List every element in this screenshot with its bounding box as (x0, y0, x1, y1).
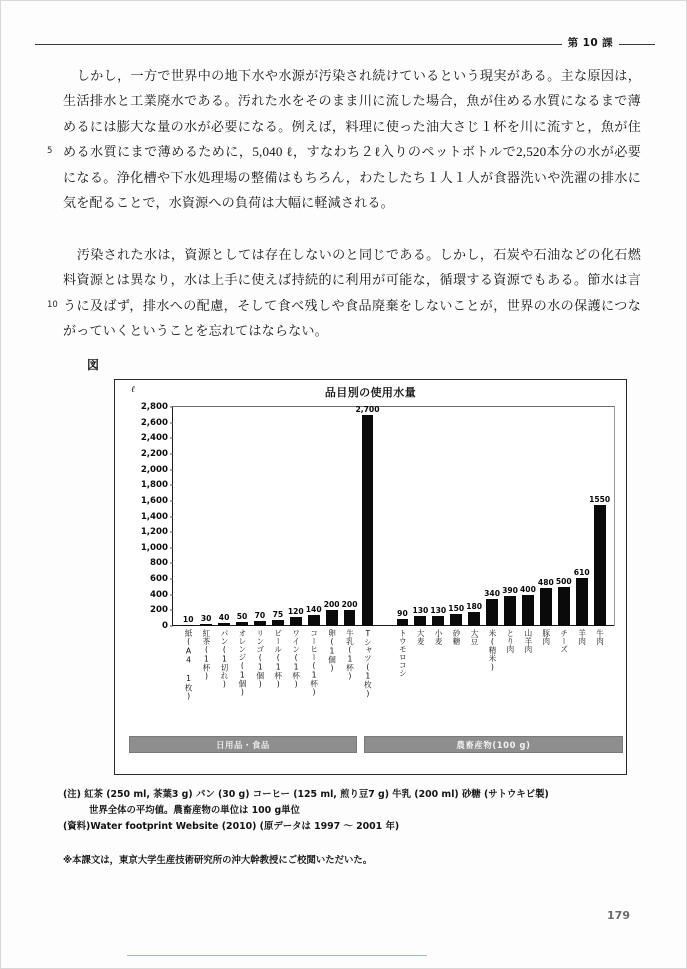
bar-value-label: 340 (484, 589, 501, 599)
chart-bar (589, 494, 611, 645)
source-note-definitions (63, 787, 663, 819)
y-axis-tick-label: 1,400 (140, 511, 168, 522)
chart-bar (305, 605, 322, 697)
y-axis-tick-label: 400 (150, 589, 168, 600)
y-axis-tick-mark (170, 532, 173, 533)
y-axis-unit: ℓ (131, 385, 135, 395)
chart-container (114, 379, 627, 775)
y-axis-tick-label: 600 (150, 574, 168, 585)
x-axis-category-label: チーズ (559, 629, 569, 653)
chart-bar (520, 584, 536, 653)
paragraph-2-text: 汚染された水は，資源としては存在しないのと同じである。しかし，石炭や石油などの化石燃料資源とは異なり，水は上手に使えば持続的に利用が可能な，循環する資源でもある。節水は言うに及ばず，排水への配慮，そして食べ残しや食品廃棄をしないことが，世界の水の保護につながっていくということを忘れてはならない。 (63, 247, 641, 339)
y-axis-tick-mark (170, 453, 173, 454)
x-axis-category-label: 牛肉 (595, 629, 605, 645)
note-line-2: 世界全体の平均値。農畜産物の単位は 100 g単位 (89, 805, 300, 816)
x-axis-category-label: ワイン(1杯) (291, 629, 301, 689)
bar-value-label: 30 (200, 613, 212, 623)
y-axis-tick-label: 0 (162, 621, 168, 631)
chart-bar (502, 585, 518, 653)
chart-plot-area (140, 402, 615, 701)
x-axis-category-label: 米(精米) (487, 629, 497, 672)
bar-value-label: 10 (182, 614, 194, 624)
x-axis-category-label: コーヒー(1杯) (309, 629, 319, 697)
y-axis-tick-mark (170, 547, 173, 548)
bar-value-label: 200 (323, 600, 340, 610)
y-axis-tick-label: 2,600 (140, 417, 168, 428)
y-axis-tick-mark (170, 438, 173, 439)
x-axis-category-label: 大豆 (470, 629, 480, 645)
bar-value-label: 150 (448, 604, 465, 614)
page-number: 179 (607, 909, 630, 922)
x-axis-category-label: 小麦 (434, 629, 444, 645)
chart-bar (218, 612, 230, 689)
y-axis-tick-mark (170, 500, 173, 501)
chart-bar (287, 606, 304, 689)
bar-value-label: 70 (254, 610, 266, 620)
bar-value-label: 140 (305, 605, 322, 615)
bar-value-label: 2,700 (355, 404, 380, 414)
chart-bar (537, 578, 554, 645)
line-number-10: 10 (47, 300, 58, 310)
x-axis-category-label: リンゴ(1個) (255, 629, 265, 689)
y-axis-tick-label: 2,000 (140, 464, 168, 475)
x-axis-category-label: トウモロコシ (398, 629, 408, 677)
chart-bar (412, 605, 429, 645)
y-axis-tick-mark (170, 610, 173, 611)
chart-bar (272, 610, 284, 689)
y-axis-tick-mark (170, 563, 173, 564)
y-axis-tick-label: 1,200 (140, 527, 168, 538)
x-axis-category-label: 砂糖 (452, 629, 462, 645)
x-axis-category-label: 卵(1個) (327, 629, 337, 673)
bar-value-label: 130 (430, 605, 447, 615)
bar-value-label: 40 (218, 612, 230, 622)
y-axis-tick-mark (170, 407, 173, 408)
chart-bar (182, 614, 194, 701)
y-axis-tick-label: 200 (150, 605, 168, 616)
chart-bar (236, 612, 248, 697)
bottom-rule (127, 955, 427, 956)
x-axis-category-label: ビール(1杯) (273, 629, 283, 689)
chart-bar (466, 601, 483, 645)
y-axis-tick-mark (170, 516, 173, 517)
chart-title: 品目別の使用水量 (324, 387, 417, 399)
source-note-reference: (資料)Water footprint Website (2010) (原データは 1997 ～ 2001 年) (63, 821, 400, 832)
bar-value-label: 390 (502, 585, 518, 595)
running-head (35, 37, 655, 51)
body-paragraph-1 (63, 63, 641, 215)
y-axis-tick-mark (170, 485, 173, 486)
y-axis-tick-label: 2,800 (140, 402, 168, 412)
x-axis-category-label: オレンジ(1個) (237, 629, 247, 697)
y-axis-tick-mark (170, 594, 173, 595)
x-axis-category-label: 紙(A4 1枚) (184, 629, 194, 701)
chart-bar (555, 576, 572, 653)
line-number-5: 5 (47, 146, 53, 156)
bar-value-label: 90 (397, 608, 408, 618)
chart-bar (484, 589, 501, 672)
chart-bar (430, 605, 447, 645)
chart-bar (254, 610, 266, 689)
bar-value-label: 610 (573, 568, 590, 578)
x-axis-category-label: とり肉 (505, 629, 515, 653)
group-band-household: 日用品・食品 (129, 736, 357, 753)
x-axis-category-label: 豚肉 (541, 629, 551, 645)
x-axis-category-label: 羊肉 (577, 629, 587, 645)
bar-value-label: 200 (341, 600, 358, 610)
chart-bar (355, 404, 380, 699)
figure-label: 図 (87, 358, 100, 372)
y-axis-tick-mark (170, 422, 173, 423)
bar-value-label: 180 (466, 601, 483, 611)
chart-bar (448, 604, 465, 645)
bar-value-label: 400 (520, 584, 536, 594)
bar-value-label: 1550 (589, 494, 611, 504)
bar-value-label: 500 (555, 576, 572, 586)
chart-bar (573, 568, 590, 645)
chart-bar (200, 613, 212, 681)
y-axis-tick-mark (170, 579, 173, 580)
chart-bar (397, 608, 409, 677)
y-axis-tick-mark (170, 469, 173, 470)
y-axis-tick-label: 800 (150, 558, 168, 569)
x-axis-category-label: パン(1切れ) (219, 629, 229, 689)
bar-value-label: 75 (272, 610, 284, 620)
paragraph-1-text: しかし，一方で世界中の地下水や水源が汚染され続けているという現実がある。主な原因は，生活排水と工業廃水である。汚れた水をそのまま川に流した場合，魚が住める水質になるまで薄めるには膨大な量の水が必要になる。例えば，料理に使った油大さじ１杯を川に流すと，魚が住める水質にまで薄めるために，5,040 ℓ，すなわち２ℓ入りのペットボトルで2,520本分の水が必要になる。浄化槽や下水処理場の整備はもちろん，わたしたち１人１人が食器洗いや洗濯の排水に気を配ることで，水資源への負荷は大幅に軽減される。 (63, 68, 641, 211)
x-axis-category-label: Tシャツ(1枚) (363, 629, 373, 699)
y-axis-tick-label: 2,200 (140, 448, 168, 459)
chart-bar (341, 600, 358, 681)
chart-bar (323, 600, 340, 673)
bar-value-label: 480 (537, 578, 554, 588)
x-axis-category-label: 大麦 (416, 629, 426, 645)
bar-value-label: 50 (236, 612, 248, 622)
x-axis-category-label: 牛乳(1杯) (345, 629, 355, 681)
group-band-agriculture: 農畜産物(100 g) (364, 736, 623, 753)
y-axis-tick-label: 2,400 (140, 433, 168, 444)
y-axis-tick-mark (170, 626, 173, 627)
bar-value-label: 120 (287, 606, 304, 616)
lesson-number: 第 10 課 (562, 35, 619, 50)
y-axis-tick-label: 1,000 (140, 542, 168, 553)
body-paragraph-2 (63, 242, 641, 344)
x-axis-category-label: 山羊肉 (523, 629, 533, 653)
acknowledgement-note: ※本課文は，東京大学生産技術研究所の沖大幹教授にご校閲いただいた。 (63, 855, 373, 866)
y-axis-tick-label: 1,800 (140, 480, 168, 491)
note-line-1: (注) 紅茶 (250 ml, 茶葉3 g) パン (30 g) コーヒー (125 ml, 煎り豆7 g) 牛乳 (200 ml) 砂糖 (サトウキビ製) (63, 789, 549, 800)
x-axis-category-label: 紅茶(1杯) (201, 629, 211, 681)
y-axis-tick-label: 1,600 (140, 495, 168, 506)
bar-value-label: 130 (412, 605, 429, 615)
